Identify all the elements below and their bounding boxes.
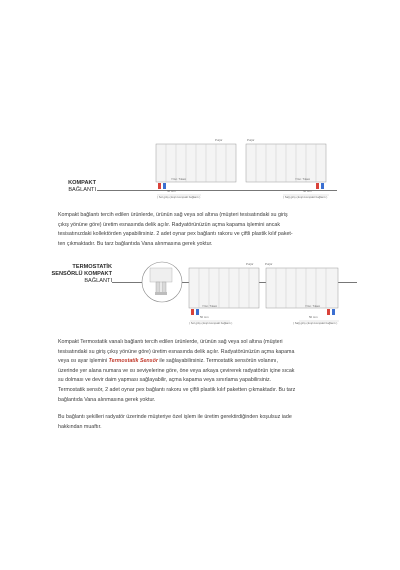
left-ydv-label: Y.Gır. Tıkacı	[171, 177, 187, 181]
section1-left-diagram	[153, 139, 241, 201]
section1-title-line2: BAĞLANTI	[68, 187, 96, 193]
footnote-line: hakkından muaftır.	[58, 423, 102, 430]
section2-paragraph-line: su dolması ve devir daim yapması sağlayabilir, açma kapama veya sınırlama yapabilirsiniz.	[58, 377, 272, 384]
footnote	[58, 413, 363, 432]
thermostat-icon	[140, 260, 184, 304]
section1-title	[40, 180, 96, 194]
thermo-left-gap-label: 50 mm	[200, 315, 209, 319]
section1-paragraph-line: tesisatınızdaki kollektörden yapabilirsiniz. 2 adet oynar pex bağlantı rakoru ve çiftli plastik kılıf paket-	[58, 231, 293, 238]
radiator-right-thermo-illustration	[263, 263, 343, 325]
section1-paragraph-line: ten çıkmaktadır. Bu tarz bağlantıda Vana alınmasına gerek yoktur.	[58, 240, 213, 247]
section2-paragraph-line-emph	[58, 357, 363, 367]
section2-paragraph	[58, 338, 363, 405]
right-gap-label: 50 mm	[303, 189, 312, 193]
section2-title	[26, 264, 112, 285]
right-purjor-label: Purjör	[247, 138, 255, 142]
left-gap-label: 50 mm	[167, 189, 176, 193]
radiator-right-illustration	[243, 139, 333, 201]
section1-right-diagram	[243, 139, 333, 201]
section2-paragraph-line: bağlantıda Vana alınmasına gerek yoktur.	[58, 396, 156, 403]
section2-right-diagram	[263, 263, 343, 325]
section2-paragraph-line: Termostatik sensör, 2 adet oynar pex bağlantı rakoru ve çiftli plastik kılıf paketten çıkmaktadır. Bu tarz	[58, 386, 296, 393]
section2-left-diagram	[186, 263, 262, 325]
thermostatic-sensor-detail	[140, 260, 184, 304]
left-purjor-label: Purjör	[215, 138, 223, 142]
left-caption: ( Sol giriş çıkışlı kompakt bağlantı )	[157, 195, 201, 199]
radiator-left-thermo-illustration	[186, 263, 262, 325]
thermo-left-ydv-label: Y.Gır. Tıkacı	[202, 304, 218, 308]
section2-title-line2: SENSÖRLÜ KOMPAKT	[51, 271, 112, 277]
right-caption: ( Sağ giriş çıkışlı kompakt bağlantı )	[283, 195, 328, 199]
thermo-right-purjor-label: Purjör	[265, 262, 273, 266]
section1-paragraph-line: çıkış yönüne göre) üretim esnasında delik açılır. Radyatörünüzün açma kapama işlemini ancak	[58, 221, 280, 228]
section2-title-line1: TERMOSTATİK	[72, 264, 112, 270]
p3-after: ile sağlayabilirsiniz. Termostatik sensörün volanını,	[157, 358, 278, 365]
section1-paragraph-line: Kompakt bağlantı tercih edilen ürünlerde, ürünün sağ veya sol altına (müşteri tesisatındaki su giriş	[58, 212, 288, 218]
section2-paragraph-line: üzerinde yer alana numara ve ısı seviyelerine göre, öne veya arkaya çevirerek radyatörün içine sıcak	[58, 367, 295, 374]
right-ydv-label: Y.Gır. Tıkacı	[295, 177, 311, 181]
thermo-right-caption: ( Sağ giriş çıkışlı kompakt bağlantı )	[293, 321, 338, 325]
p3-before: veya ısı ayar işlemini	[58, 358, 109, 365]
thermo-left-purjor-label: Purjör	[246, 262, 254, 266]
section2-paragraph-line: tesisatındaki su giriş çıkış yönüne göre) üretim esnasında delik açılır. Radyatörünüzün açma kapama	[58, 348, 295, 355]
section2-title-line3: BAĞLANTI	[84, 278, 112, 284]
thermo-right-gap-label: 50 mm	[309, 315, 318, 319]
termostatik-sensor-emphasis: Termostatik Sensör	[108, 358, 158, 365]
thermo-right-ydv-label: Y.Gır. Tıkacı	[305, 304, 321, 308]
section1-title-line1: KOMPAKT	[68, 180, 96, 186]
footnote-line: Bu bağlantı şekilleri radyatör üzerinde müşteriye özel işlem ile üretim gerektirdiğinden koşulsuz iade	[58, 414, 292, 420]
section1-paragraph	[58, 211, 358, 249]
section2-paragraph-line: Kompakt Termostatik vanalı bağlantı tercih edilen ürünlerde, ürünün sağ veya sol altına (müşteri	[58, 339, 283, 345]
thermo-left-caption: ( Sol giriş çıkışlı kompakt bağlantı )	[189, 321, 233, 325]
